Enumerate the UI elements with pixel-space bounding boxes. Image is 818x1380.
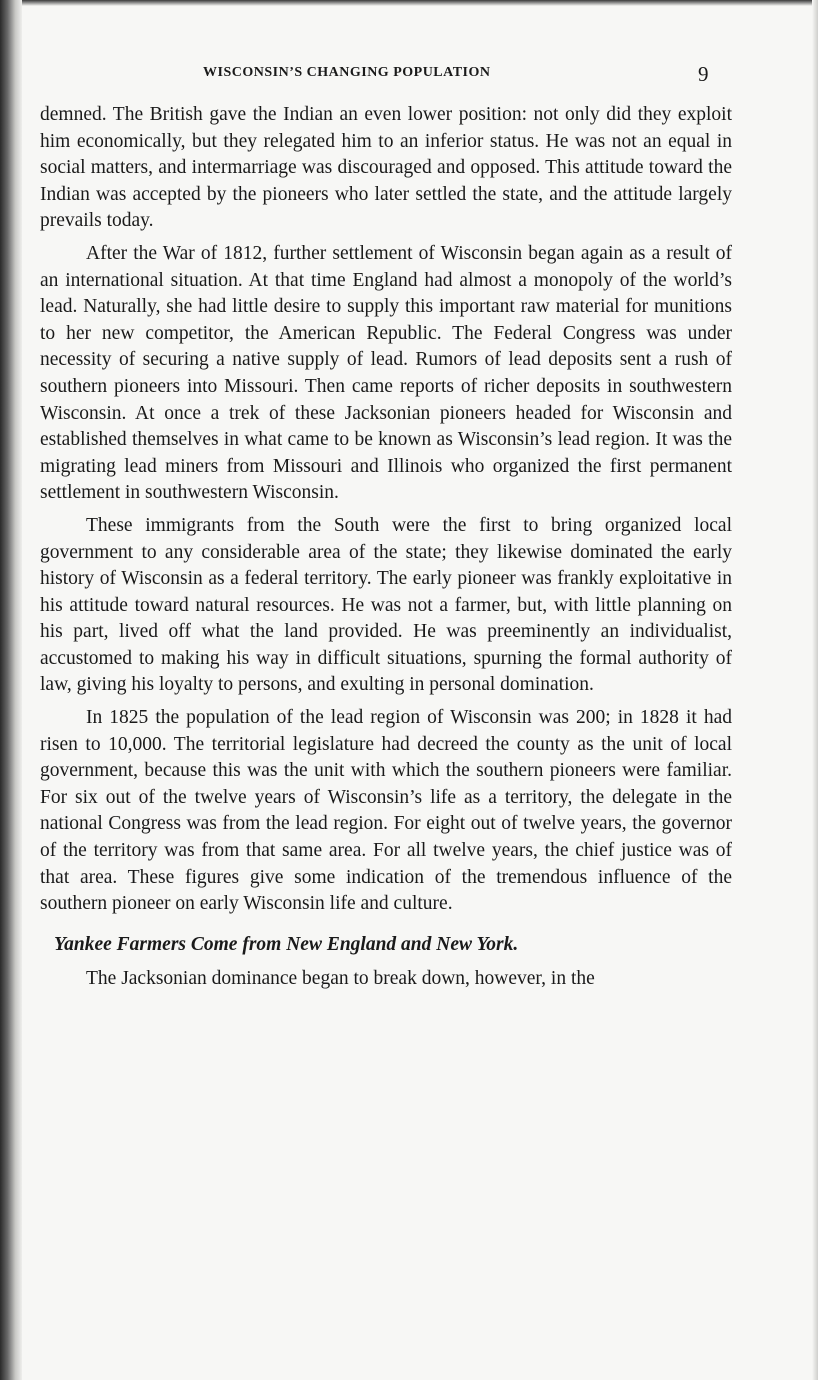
section-heading: Yankee Farmers Come from New England and New York. xyxy=(54,933,519,955)
page-top-edge xyxy=(0,0,818,6)
body-text xyxy=(40,102,732,999)
paragraph-southern-immigrants: These immigrants from the South were the first to bring organized local government to any considerable area of the state; they likewise dominated the early history of Wisconsin as a federal territory. The early pioneer was frankly exploitative in his attitude toward natural resources. He was not a farmer, but, with little planning on his part, lived off what the land provided. He was preeminently an individualist, accustomed to making his way in difficult situations, spurning the formal authority of law, giving his loyalty to persons, and exulting in personal domination. xyxy=(40,514,732,696)
page-right-edge xyxy=(812,0,818,1380)
running-title: WISCONSIN’S CHANGING POPULATION xyxy=(203,65,491,80)
paragraph-war-of-1812: After the War of 1812, further settlement of Wisconsin began again as a result of an international situation. At that time England had almost a monopoly of the world’s lead. Naturally, she had little desire to supply this important raw material for munitions to her new competitor, the American Republic. The Federal Congress was under necessity of securing a native supply of lead. Rumors of lead deposits sent a rush of southern pioneers into Missouri. Then came reports of richer deposits in southwestern Wisconsin. At once a trek of these Jacksonian pioneers headed for Wisconsin and established themselves in what came to be known as Wisconsin’s lead region. It was the migrating lead miners from Missouri and Illinois who organized the first permanent settlement in southwestern Wisconsin. xyxy=(40,242,732,504)
running-head xyxy=(0,62,818,86)
page-number: 9 xyxy=(698,62,709,86)
page-binding-edge xyxy=(0,0,22,1380)
paragraph-continued: demned. The British gave the Indian an even lower position: not only did they exploit him economically, but they relegated him to an inferior status. He was not an equal in social matters, and intermarriage was discouraged and opposed. This attitude toward the Indian was accepted by the pioneers who later settled the state, and the attitude largely prevails today. xyxy=(40,104,732,232)
paragraph-lead-region-population: In 1825 the population of the lead region of Wisconsin was 200; in 1828 it had risen to 10,000. The territorial legislature had decreed the county as the unit of local government, because this was the unit with which the southern pioneers were familiar. For six out of the twelve years of Wisconsin’s life as a territory, the delegate in the national Congress was from the lead region. For eight out of twelve years, the governor of the territory was from that same area. For all twelve years, the chief justice was of that area. These figures give some indication of the tremendous influence of the southern pioneer on early Wisconsin life and culture. xyxy=(40,707,732,915)
paragraph-jacksonian-dominance: The Jacksonian dominance began to break down, however, in the xyxy=(86,968,595,990)
